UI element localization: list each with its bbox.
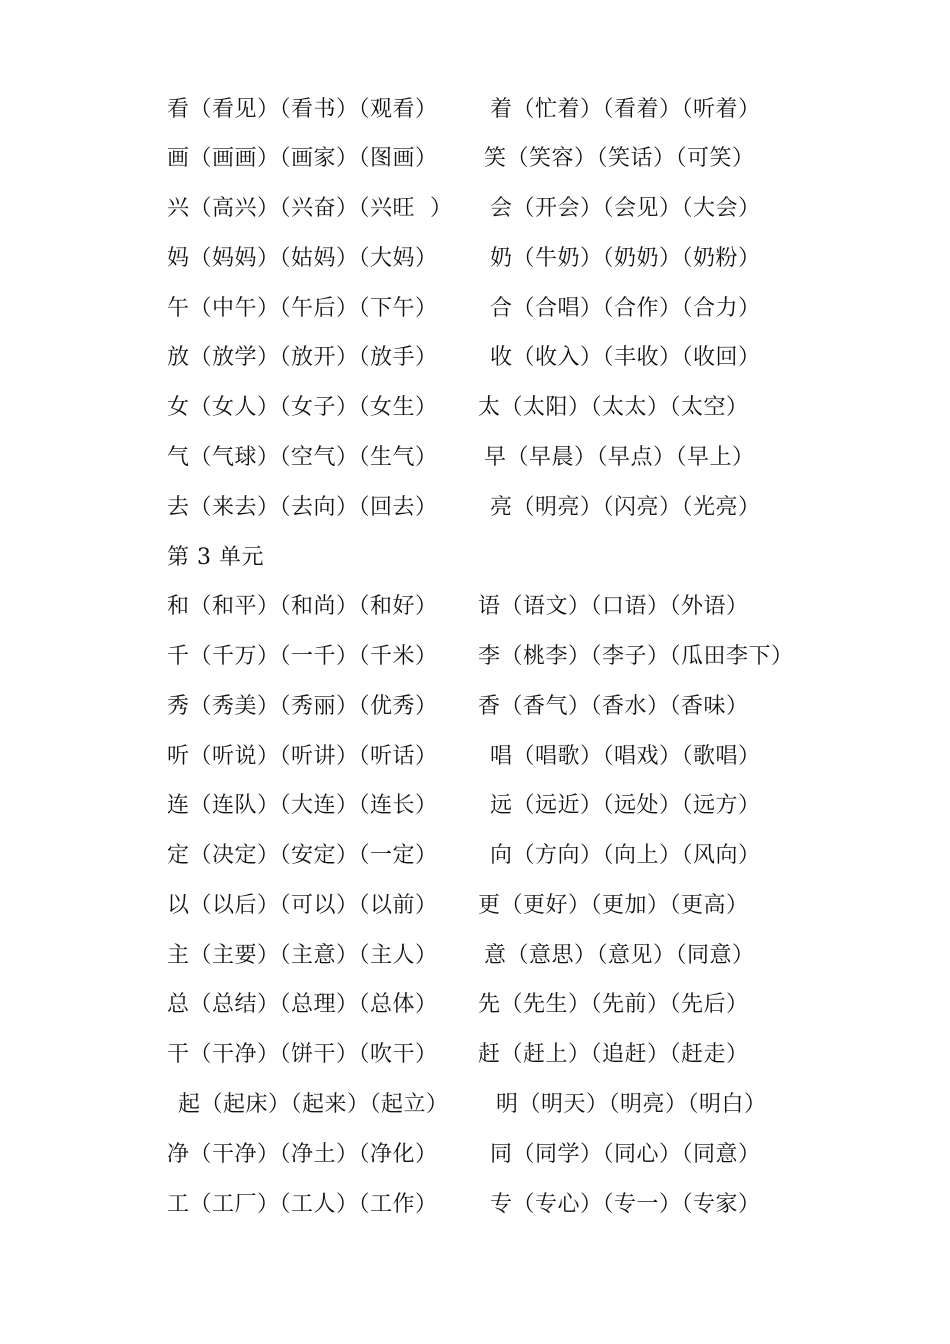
word-entry: 会（开会）（会见）（大会） (490, 196, 761, 221)
word-entry: 太（太阳）（太太）（太空） (478, 395, 749, 420)
word-entry: 去（来去）（去向）（回去） (167, 495, 438, 520)
word-entry: 秀（秀美）（秀丽）（优秀） (167, 694, 438, 719)
word-entry: 明（明天）（明亮）（明白） (496, 1092, 767, 1117)
word-entry: 气（气球）（空气）（生气） (167, 445, 438, 470)
word-entry: 连（连队）（大连）（连长） (167, 793, 438, 818)
word-entry: 赶（赶上）（追赶）（赶走） (478, 1042, 749, 1067)
word-entry: 更（更好）（更加）（更高） (478, 893, 749, 918)
word-entry: 妈（妈妈）（姑妈）（大妈） (167, 246, 438, 271)
word-entry: 净（干净）（净土）（净化） (167, 1142, 438, 1167)
word-entry: 向（方向）（向上）（风向） (490, 843, 761, 868)
word-entry: 着（忙着）（看着）（听着） (490, 97, 761, 122)
word-entry: 千（千万）（一千）（千米） (167, 644, 438, 669)
word-entry: 总（总结）（总理）（总体） (167, 992, 438, 1017)
word-entry: 语（语文）（口语）（外语） (478, 594, 749, 619)
word-entry: 起（起床）（起来）（起立） (178, 1092, 449, 1117)
word-entry: 早（早晨）（早点）（早上） (484, 445, 755, 470)
word-entry: 画（画画）（画家）（图画） (167, 146, 438, 171)
word-entry: 先（先生）（先前）（先后） (478, 992, 749, 1017)
word-entry: 兴（高兴）（兴奋）（兴旺 ） (167, 196, 453, 221)
word-entry: 合（合唱）（合作）（合力） (490, 296, 761, 321)
word-entry: 笑（笑容）（笑话）（可笑） (484, 146, 755, 171)
word-entry: 和（和平）（和尚）（和好） (167, 594, 438, 619)
word-entry: 同（同学）（同心）（同意） (490, 1142, 761, 1167)
section-title: 第 3 单元 (167, 545, 264, 570)
word-entry: 工（工厂）（工人）（工作） (167, 1192, 438, 1217)
word-entry: 远（远近）（远处）（远方） (490, 793, 761, 818)
word-entry: 放（放学）（放开）（放手） (167, 345, 438, 370)
word-entry: 午（中午）（午后）（下午） (167, 296, 438, 321)
word-entry: 女（女人）（女子）（女生） (167, 395, 438, 420)
word-entry: 定（决定）（安定）（一定） (167, 843, 438, 868)
word-entry: 意（意思）（意见）（同意） (484, 943, 755, 968)
word-entry: 李（桃李）（李子）（瓜田李下） (478, 644, 794, 669)
word-entry: 看（看见）（看书）（观看） (167, 97, 438, 122)
word-entry: 收（收入）（丰收）（收回） (490, 345, 761, 370)
word-entry: 主（主要）（主意）（主人） (167, 943, 438, 968)
word-entry: 香（香气）（香水）（香味） (478, 694, 749, 719)
word-entry: 亮（明亮）（闪亮）（光亮） (490, 495, 761, 520)
word-entry: 听（听说）（听讲）（听话） (167, 744, 438, 769)
word-entry: 唱（唱歌）（唱戏）（歌唱） (490, 744, 761, 769)
word-entry: 以（以后）（可以）（以前） (167, 893, 438, 918)
word-entry: 干（干净）（饼干）（吹干） (167, 1042, 438, 1067)
word-entry: 专（专心）（专一）（专家） (490, 1192, 761, 1217)
word-entry: 奶（牛奶）（奶奶）（奶粉） (490, 246, 761, 271)
